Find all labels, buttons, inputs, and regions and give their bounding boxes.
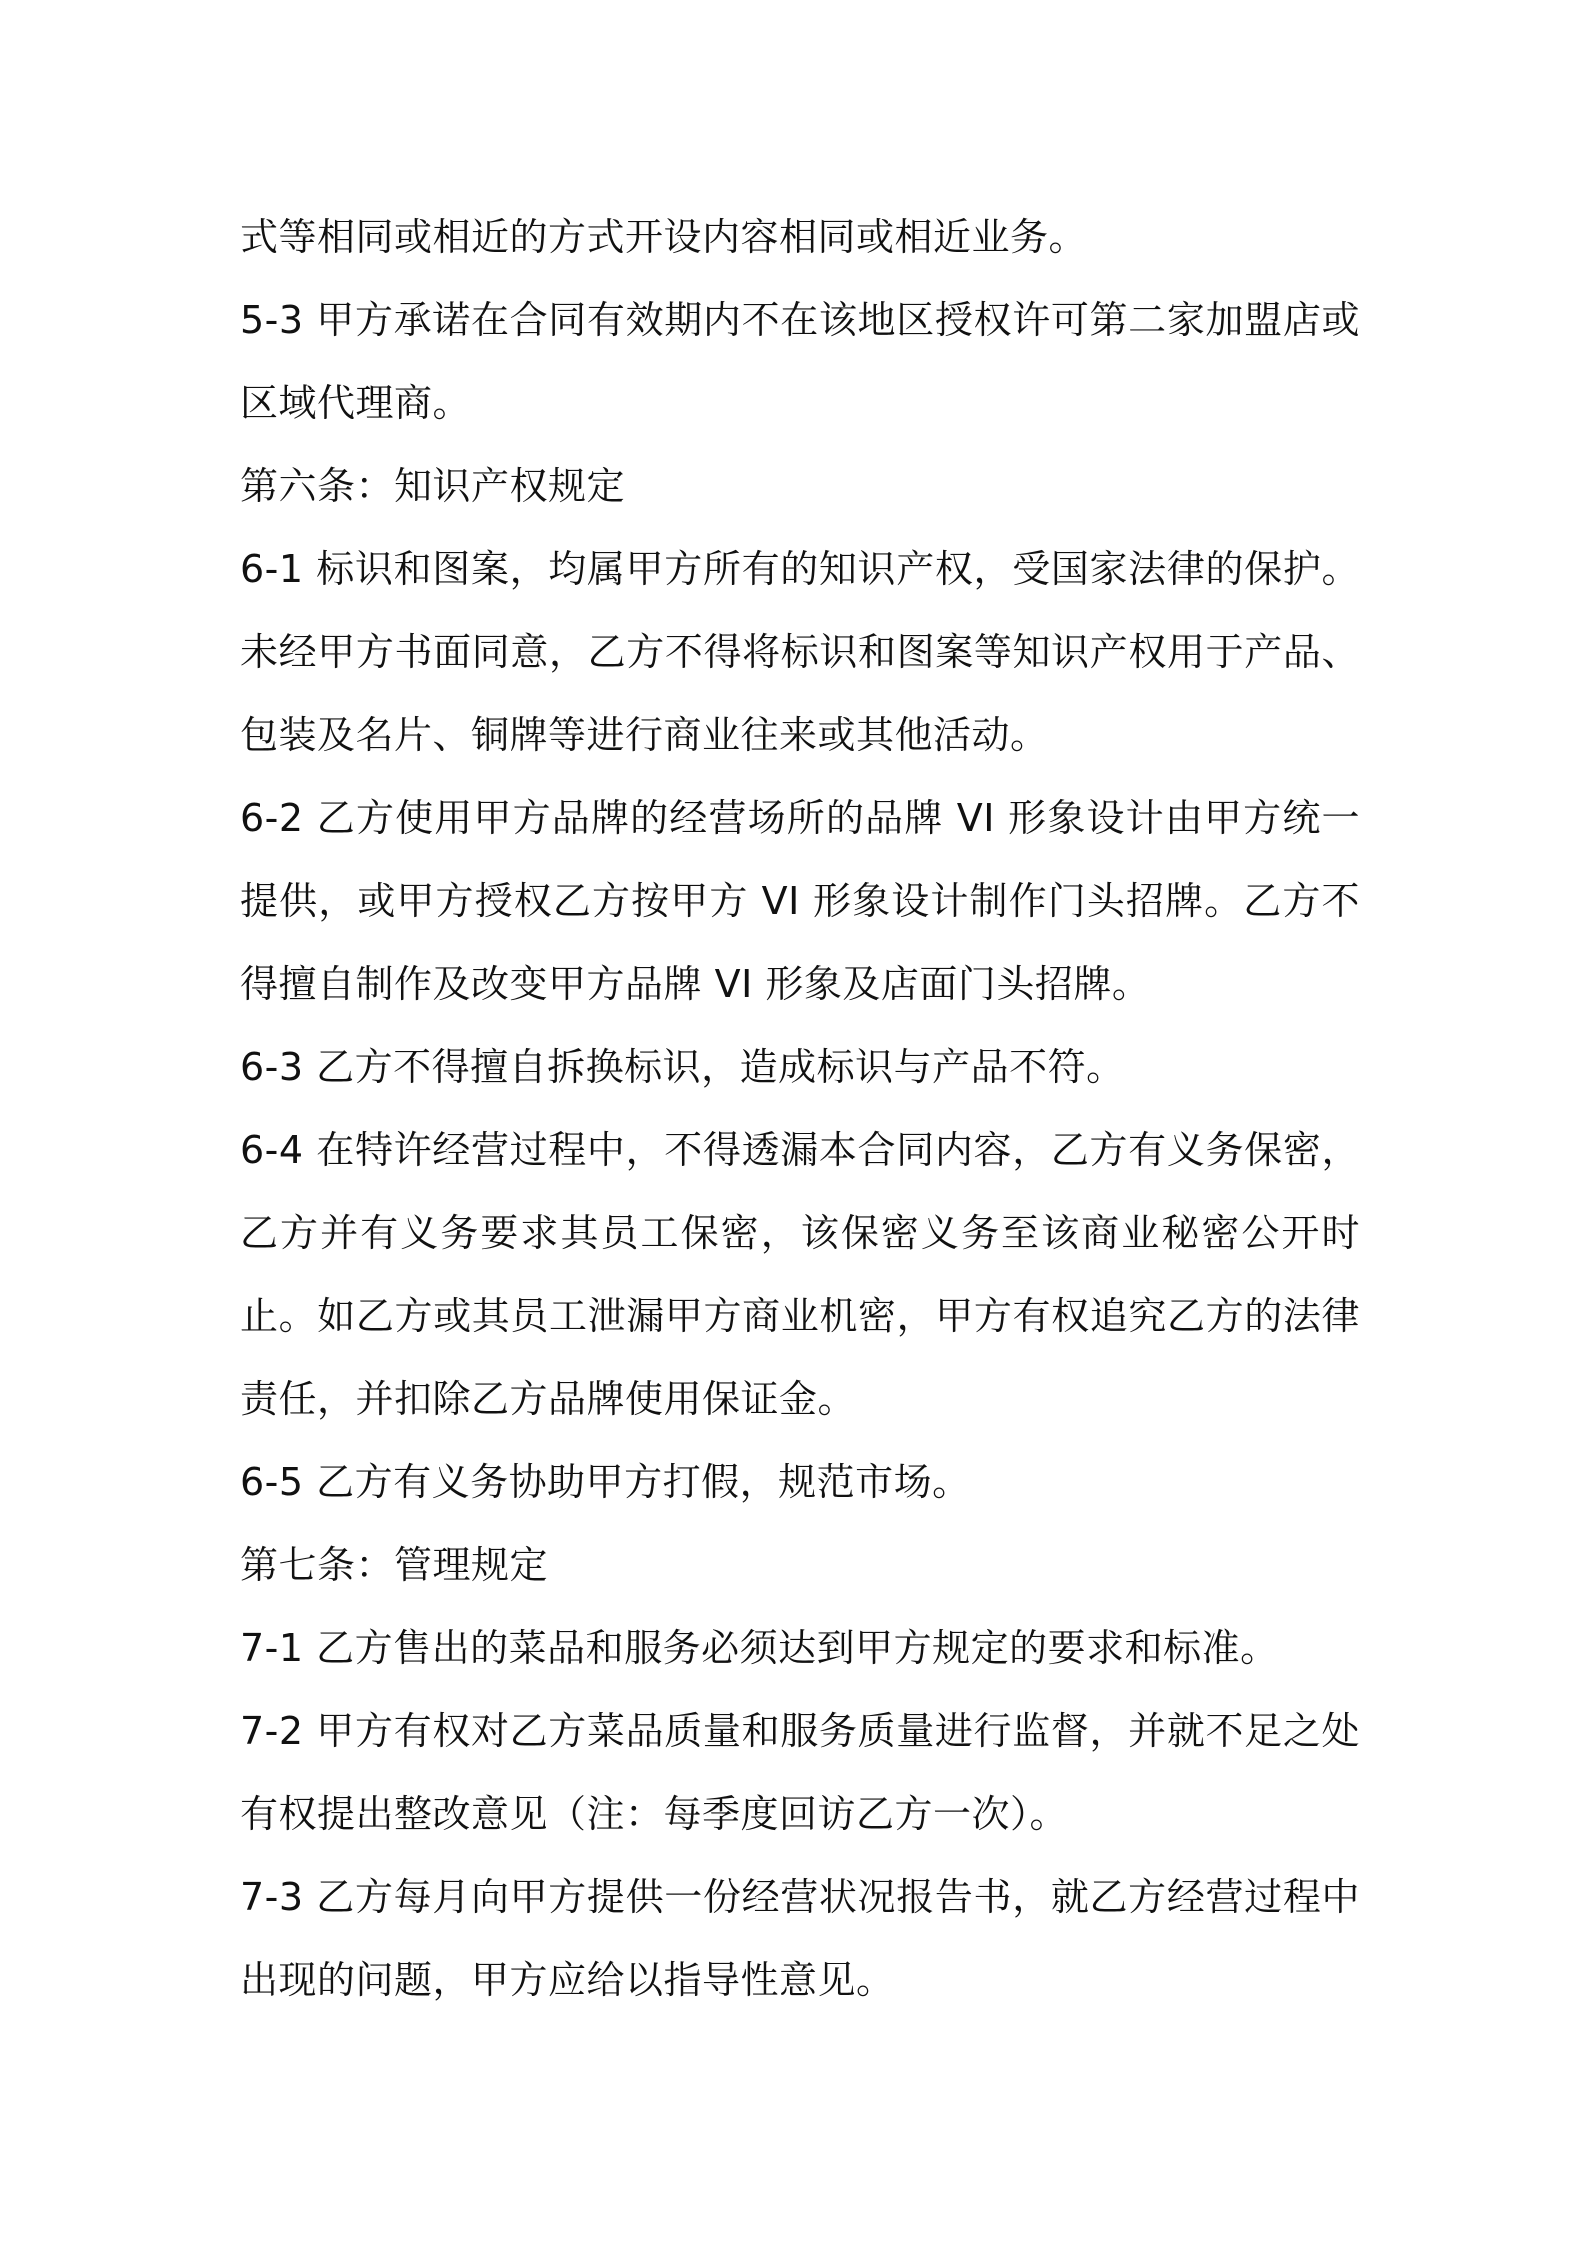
clause-7-3: 7-3 乙方每月向甲方提供一份经营状况报告书，就乙方经营过程中出现的问题，甲方应给以指导性意见。 [240,1875,1360,2002]
paragraph-continuation: 式等相同或相近的方式开设内容相同或相近业务。 [240,215,1088,259]
clause-6-4: 6-4 在特许经营过程中，不得透漏本合同内容，乙方有义务保密，乙方并有义务要求其员工保密，该保密义务至该商业秘密公开时止。如乙方或其员工泄漏甲方商业机密，甲方有权追究乙方的法律责任，并扣除乙方品牌使用保证金。 [240,1128,1360,1421]
clause-7-1: 7-1 乙方售出的菜品和服务必须达到甲方规定的要求和标准。 [240,1626,1279,1670]
clause-6-2: 6-2 乙方使用甲方品牌的经营场所的品牌 VI 形象设计由甲方统一提供，或甲方授权乙方按甲方 VI 形象设计制作门头招牌。乙方不得擅自制作及改变甲方品牌 VI 形象及店面门头招牌。 [240,796,1360,1006]
clause-5-3: 5-3 甲方承诺在合同有效期内不在该地区授权许可第二家加盟店或区域代理商。 [240,298,1360,425]
clause-7-2: 7-2 甲方有权对乙方菜品质量和服务质量进行监督，并就不足之处有权提出整改意见（注：每季度回访乙方一次）。 [240,1709,1360,1836]
clause-6-3: 6-3 乙方不得擅自拆换标识，造成标识与产品不符。 [240,1045,1125,1089]
clause-6-5: 6-5 乙方有义务协助甲方打假，规范市场。 [240,1460,971,1504]
article-7-heading: 第七条：管理规定 [240,1543,549,1587]
clause-6-1: 6-1 标识和图案，均属甲方所有的知识产权，受国家法律的保护。未经甲方书面同意，乙方不得将标识和图案等知识产权用于产品、包装及名片、铜牌等进行商业往来或其他活动。 [240,547,1360,757]
article-6-heading: 第六条：知识产权规定 [240,464,626,508]
document-body [240,196,1360,2022]
